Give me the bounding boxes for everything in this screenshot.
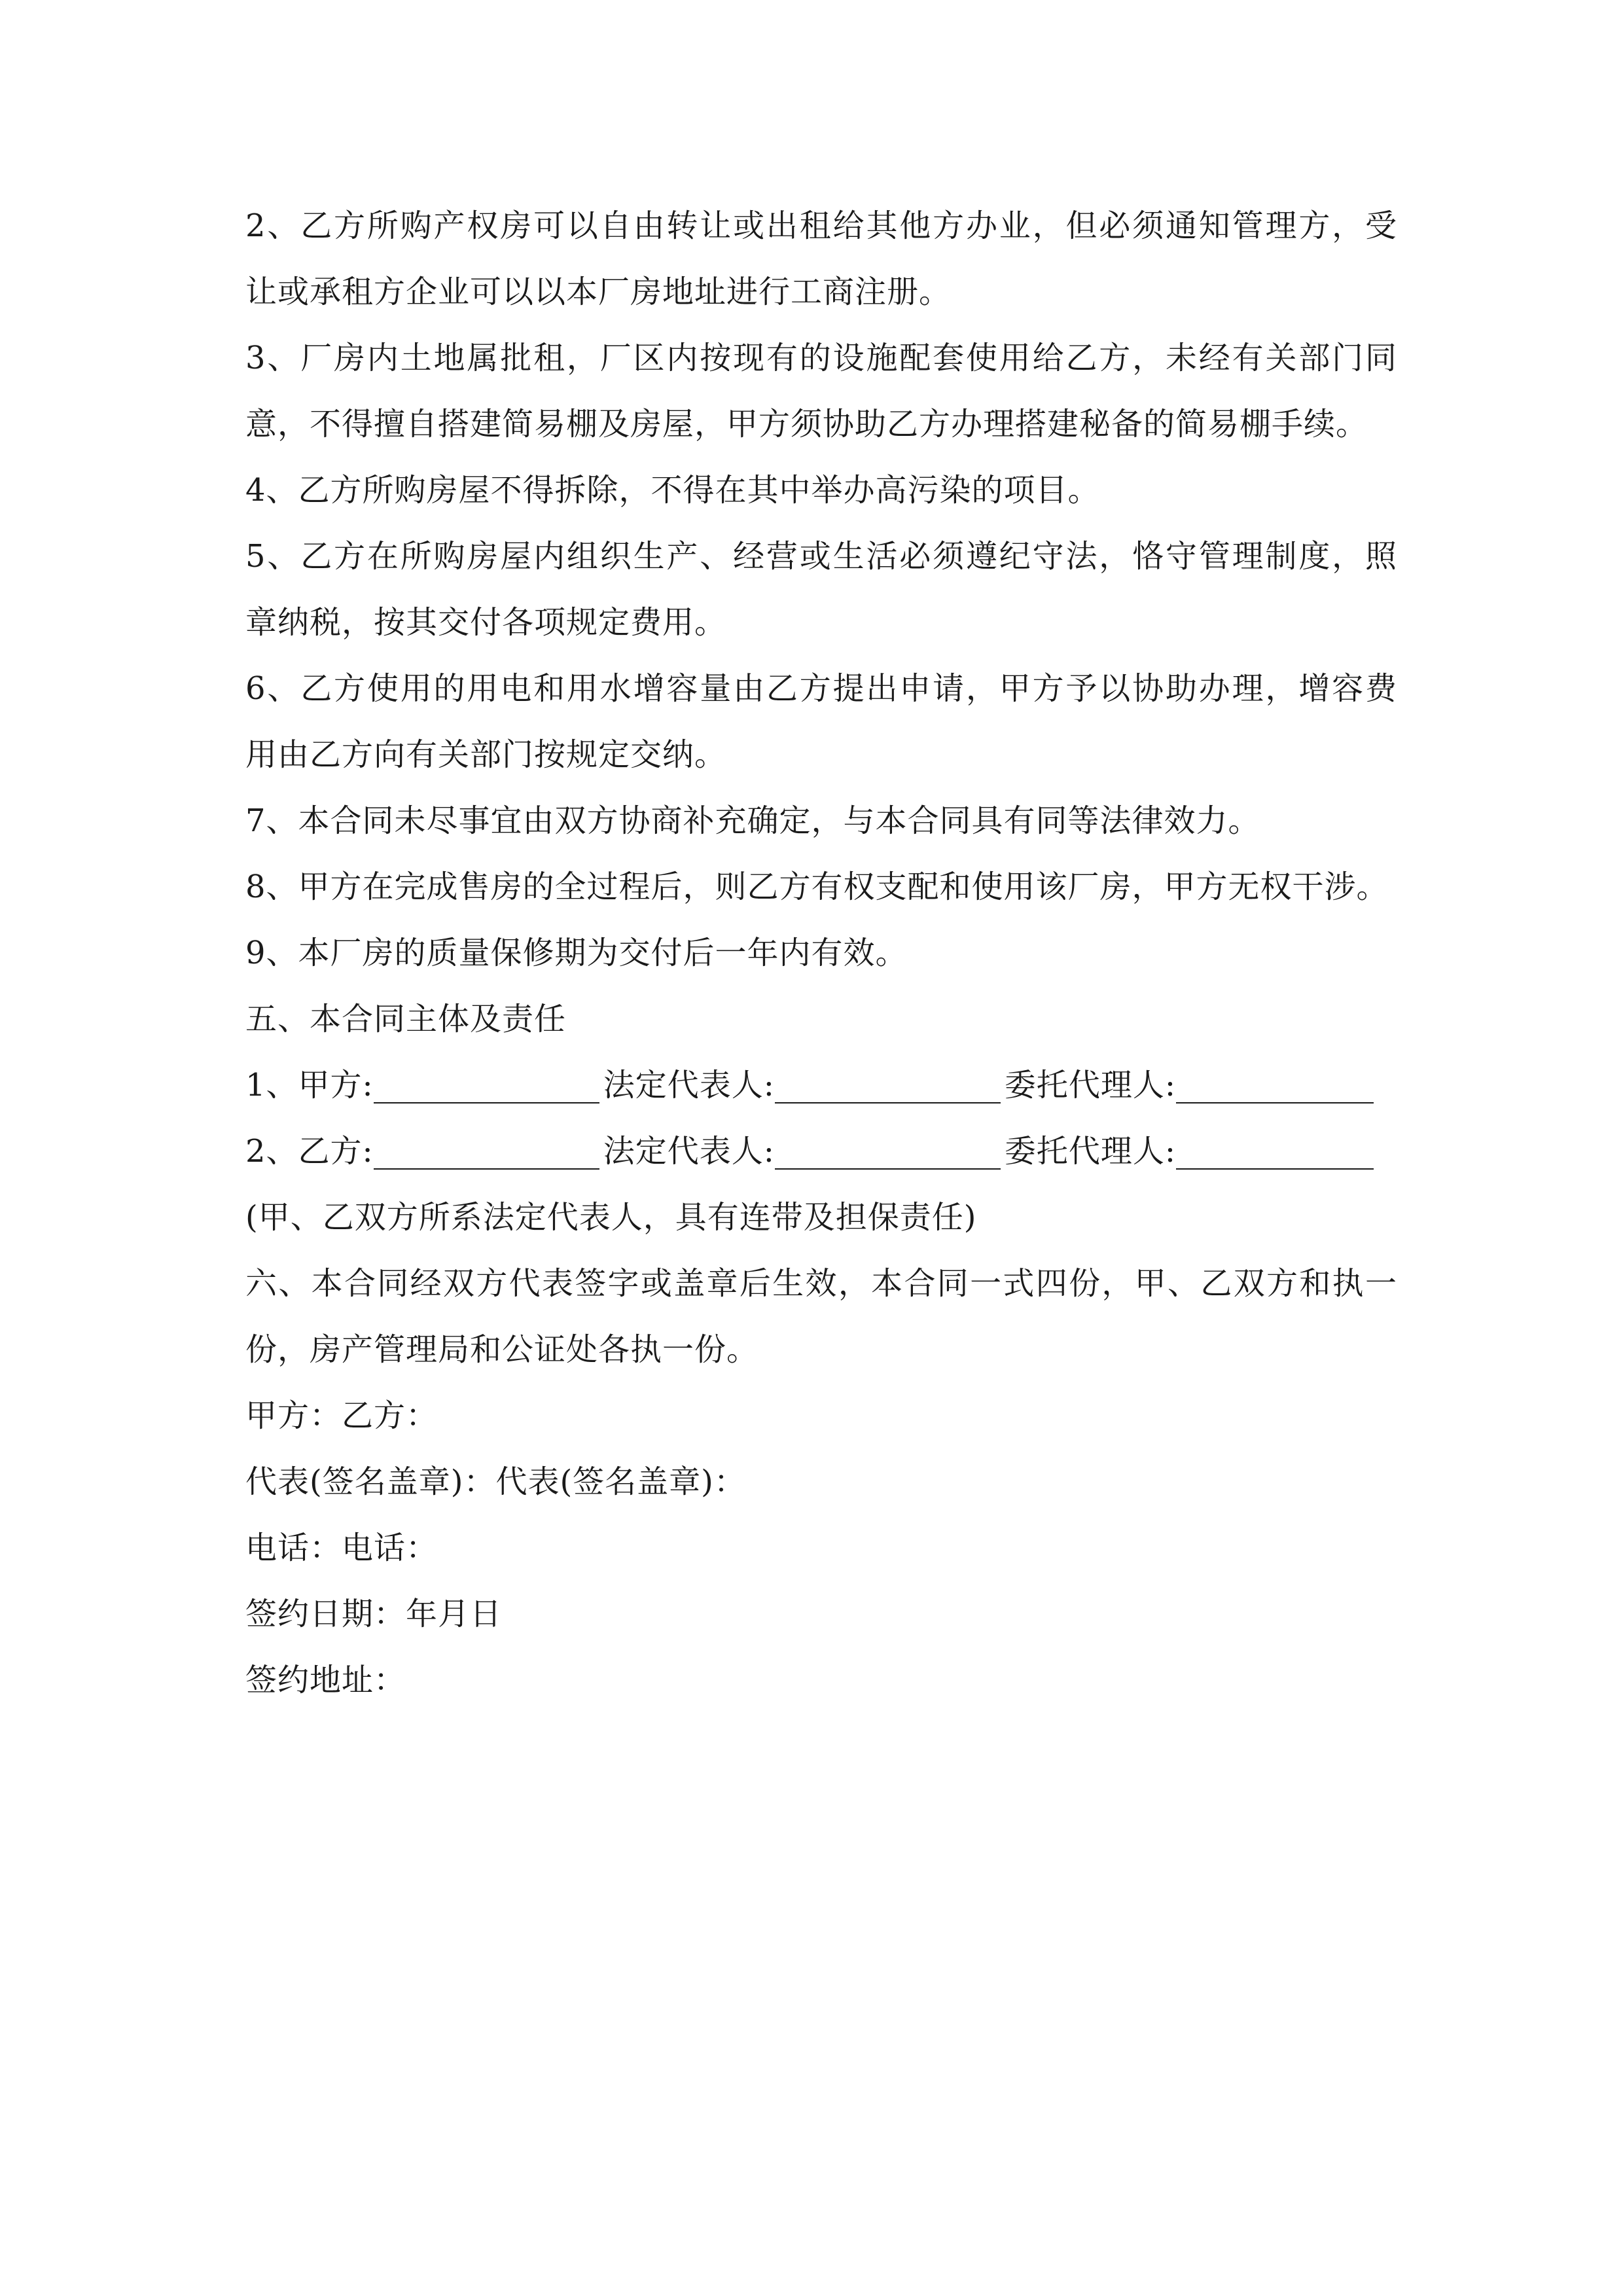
party-b-name-blank[interactable]: [374, 1134, 599, 1170]
party-a-signature-row: [245, 1052, 1397, 1119]
party-b-label: 2、乙方:: [245, 1133, 374, 1170]
party-b-agent-blank[interactable]: [1176, 1134, 1374, 1170]
clause-2-line-2: 让或承租方企业可以以本厂房地址进行工商注册。: [245, 274, 952, 310]
party-a-label: 1、甲方:: [245, 1067, 374, 1103]
party-a-rep-blank[interactable]: [775, 1068, 1001, 1103]
clause-9: 9、本厂房的质量保修期为交付后一年内有效。: [245, 935, 908, 971]
party-a-agent-label: 委托代理人:: [1004, 1067, 1177, 1103]
section-6-line-1: 六、本合同经双方代表签字或盖章后生效，本合同一式四份，甲、乙双方和执一: [245, 1265, 1397, 1302]
clause-3-line-1: 3、厂房内土地属批租，厂区内按现有的设施配套使用给乙方，未经有关部门同: [245, 340, 1397, 376]
footer-parties: 甲方：乙方：: [245, 1397, 438, 1434]
clause-3-line-2: 意，不得擅自搭建简易棚及房屋，甲方须协助乙方办理搭建秘备的简易棚手续。: [245, 406, 1368, 442]
footer-phones: 电话：电话：: [245, 1530, 438, 1566]
liability-note: (甲、乙双方所系法定代表人，具有连带及担保责任): [245, 1199, 977, 1236]
party-b-signature-row: [245, 1119, 1397, 1185]
clause-8: 8、甲方在完成售房的全过程后，则乙方有权支配和使用该厂房，甲方无权干涉。: [245, 869, 1389, 905]
footer-signing-date: 签约日期：年月日: [245, 1596, 503, 1632]
party-a-name-blank[interactable]: [374, 1068, 599, 1103]
clause-6-line-1: 6、乙方使用的用电和用水增容量由乙方提出申请，甲方予以协助办理，增容费: [245, 670, 1397, 707]
clause-7: 7、本合同未尽事宜由双方协商补充确定，与本合同具有同等法律效力。: [245, 802, 1260, 839]
clause-4: 4、乙方所购房屋不得拆除，不得在其中举办高污染的项目。: [245, 472, 1100, 509]
footer-representatives: 代表(签名盖章)：代表(签名盖章)：: [245, 1463, 746, 1500]
party-a-agent-blank[interactable]: [1176, 1068, 1374, 1103]
clause-2-line-1: 2、乙方所购产权房可以自由转让或出租给其他方办业，但必须通知管理方，受: [245, 207, 1397, 244]
section-6-line-2: 份，房产管理局和公证处各执一份。: [245, 1331, 759, 1368]
section-5-heading: 五、本合同主体及责任: [245, 1001, 567, 1037]
party-b-agent-label: 委托代理人:: [1004, 1133, 1177, 1170]
clause-5-line-1: 5、乙方在所购房屋内组织生产、经营或生活必须遵纪守法，恪守管理制度，照: [245, 538, 1397, 575]
party-b-rep-blank[interactable]: [775, 1134, 1001, 1170]
clause-6-line-2: 用由乙方向有关部门按规定交纳。: [245, 736, 727, 773]
party-a-rep-label: 法定代表人:: [603, 1067, 775, 1103]
document-page: [245, 193, 1397, 1713]
footer-signing-address: 签约地址：: [245, 1662, 406, 1698]
clause-5-line-2: 章纳税，按其交付各项规定费用。: [245, 604, 727, 641]
party-b-rep-label: 法定代表人:: [603, 1133, 775, 1170]
